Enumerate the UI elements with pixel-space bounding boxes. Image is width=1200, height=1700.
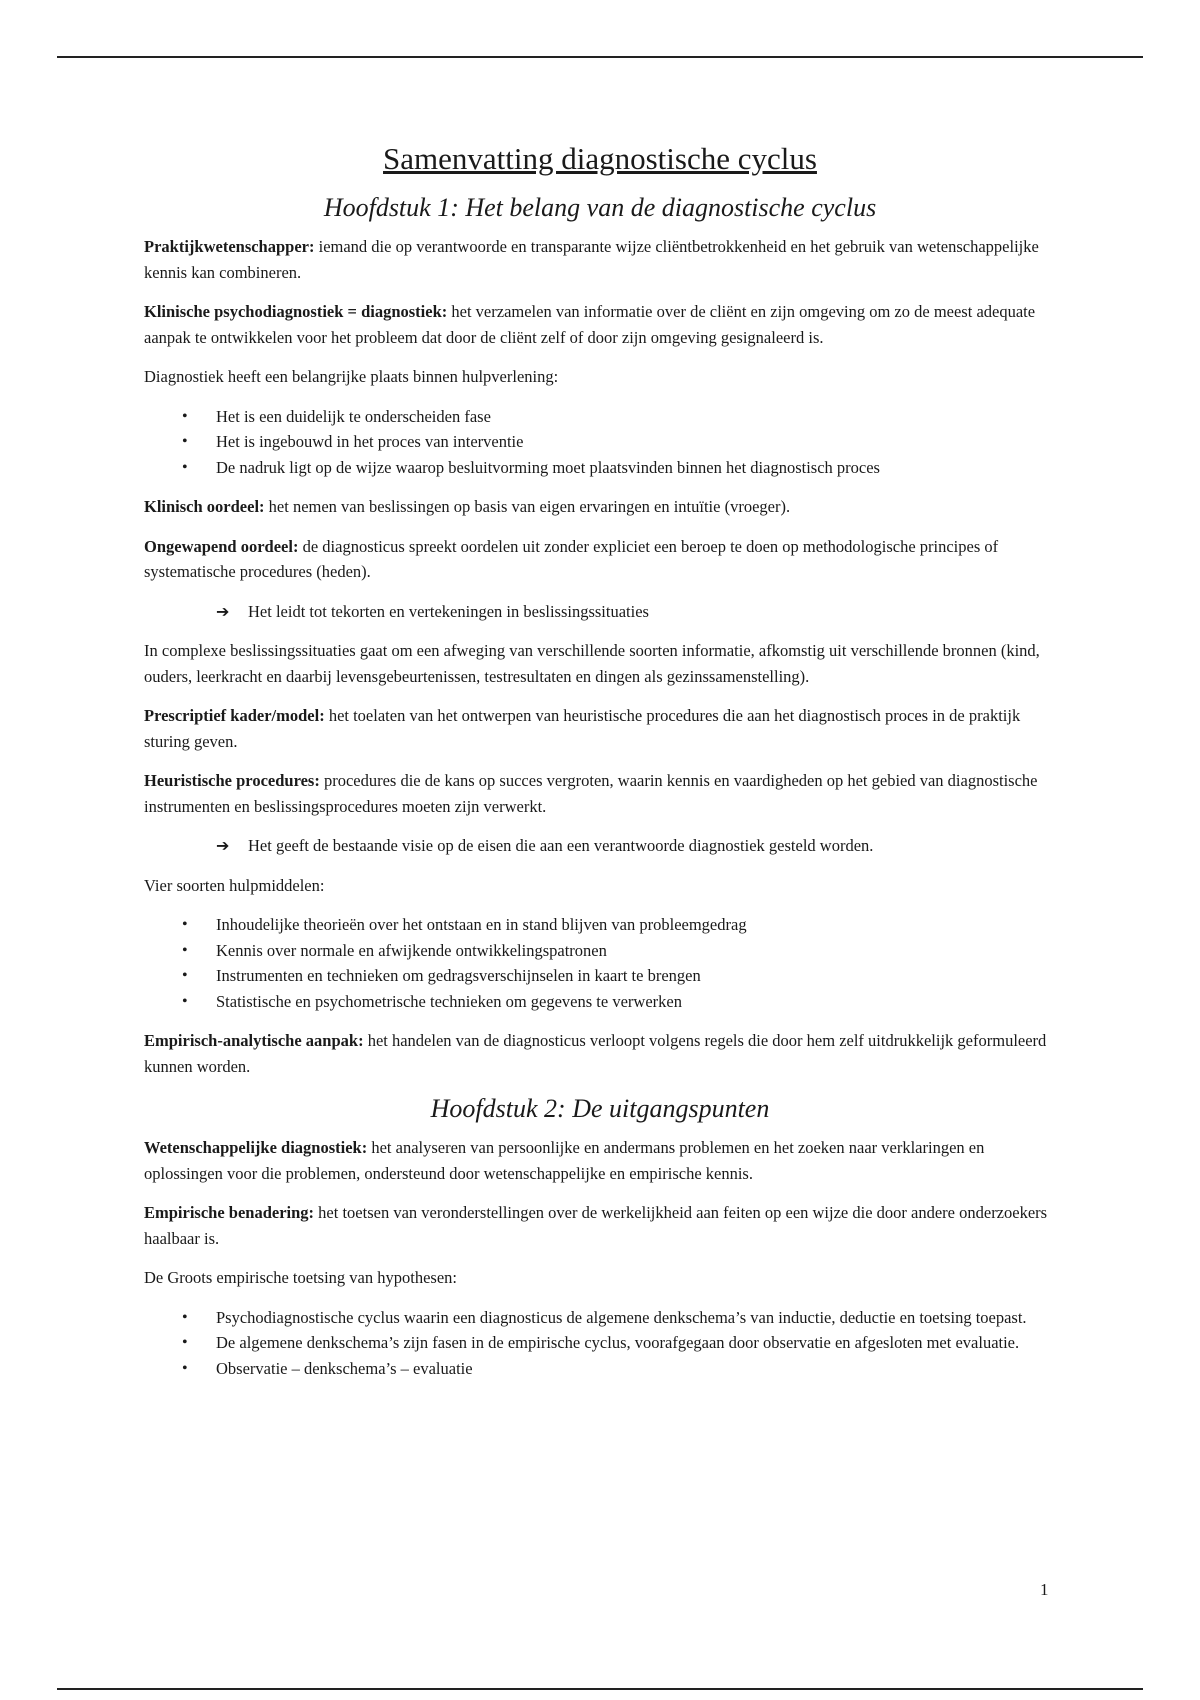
definition-wetenschappelijke-diagnostiek: [144, 1135, 1056, 1186]
bullet-list: [144, 912, 1056, 1014]
definition-ongewapend-oordeel: [144, 534, 1056, 585]
bullet-dot-icon: •: [182, 916, 188, 933]
list-item: • Instrumenten en technieken om gedragsverschijnselen in kaart te brengen: [216, 963, 1056, 989]
chapter-2-heading: Hoofdstuk 2: De uitgangspunten: [430, 1094, 770, 1123]
definition-text: het toelaten van het ontwerpen van heuristische procedures die aan het diagnostisch proces in de praktijk sturing geven.: [144, 706, 1021, 751]
definition-text: het toetsen van veronderstellingen over de werkelijkheid aan feiten op een wijze die door andere onderzoekers haalbaar is.: [144, 1203, 1048, 1248]
bullet-dot-icon: •: [182, 433, 188, 450]
list-item: • Kennis over normale en afwijkende ontwikkelingspatronen: [216, 938, 1056, 964]
definition-text: het verzamelen van informatie over de cliënt en zijn omgeving om zo de meest adequate aanpak te ontwikkelen voor het probleem dat door de cliënt zelf of door zijn omgeving gesignaleerd is.: [144, 302, 1036, 347]
list-item: • Psychodiagnostische cyclus waarin een diagnosticus de algemene denkschema’s van inductie, deductie en toetsing toepast.: [216, 1305, 1056, 1331]
arrow-note: ➔ Het leidt tot tekorten en vertekeningen in beslissingssituaties: [216, 599, 1056, 625]
definition-empirische-benadering: [144, 1200, 1056, 1251]
bullet-list: [144, 404, 1056, 481]
list-item: • Het is een duidelijk te onderscheiden fase: [216, 404, 1056, 430]
chapter-1-heading: Hoofdstuk 1: Het belang van de diagnostische cyclus: [323, 193, 877, 222]
term: Ongewapend oordeel:: [144, 536, 299, 556]
definition-text: procedures die de kans op succes vergroten, waarin kennis en vaardigheden op het gebied van diagnostische instrumenten en beslissingsprocedures moeten zijn verwerkt.: [144, 771, 1038, 816]
bullet-dot-icon: •: [182, 941, 188, 959]
definition-praktijkwetenschapper: [144, 234, 1056, 285]
list-item: • Inhoudelijke theorieën over het ontstaan en in stand blijven van probleemgedrag: [216, 912, 1056, 938]
bullet-dot-icon: •: [182, 1308, 188, 1326]
paragraph: Diagnostiek heeft een belangrijke plaats binnen hulpverlening:: [144, 367, 559, 386]
list-item: • Observatie – denkschema’s – evaluatie: [216, 1356, 1056, 1382]
bullet-dot-icon: •: [182, 1359, 188, 1377]
definition-text: het nemen van beslissingen op basis van eigen ervaringen en intuïtie (vroeger).: [264, 497, 791, 516]
list-item: • De nadruk ligt op de wijze waarop besluitvorming moet plaatsvinden binnen het diagnostisch proces: [216, 455, 1056, 481]
term: Wetenschappelijke diagnostiek:: [144, 1138, 368, 1157]
definition-klinische-psychodiagnostiek: [144, 299, 1056, 350]
document-title: Samenvatting diagnostische cyclus: [383, 141, 817, 176]
definition-text: het analyseren van persoonlijke en andermans problemen en het zoeken naar verklaringen en oplossingen voor die problemen, ondersteund door wetenschappelijke en empirische kennis.: [144, 1138, 985, 1183]
list-item: • Het is ingebouwd in het proces van interventie: [216, 429, 1056, 455]
term: Praktijkwetenschapper:: [144, 237, 315, 256]
paragraph: In complexe beslissingssituaties gaat om een afweging van verschillende soorten informatie, afkomstig uit verschillende bronnen (kind, ouders, leerkracht en daarbij levensgebeurtenissen, testresultaten en dingen als gezinssamenstelling).: [144, 641, 1040, 686]
term: Klinische psychodiagnostiek = diagnostiek:: [144, 302, 448, 321]
document-page: [144, 140, 1056, 1395]
term: Empirisch-analytische aanpak:: [144, 1031, 364, 1050]
paragraph: Vier soorten hulpmiddelen:: [144, 875, 325, 895]
bullet-dot-icon: •: [182, 407, 188, 425]
definition-prescriptief-kader: [144, 703, 1056, 754]
definition-text: de diagnosticus spreekt oordelen uit zonder expliciet een beroep te doen op methodologische principes of systematische procedures (heden).: [144, 536, 999, 581]
definition-empirisch-analytische-aanpak: [144, 1028, 1056, 1079]
definition-heuristische-procedures: [144, 768, 1056, 819]
right-arrow-icon: ➔: [216, 601, 230, 621]
term: Empirische benadering:: [144, 1203, 315, 1222]
bullet-dot-icon: •: [182, 458, 188, 476]
definition-text: het handelen van de diagnosticus verloopt volgens regels die door hem zelf uitdrukkelijk geformuleerd kunnen worden.: [144, 1031, 1047, 1076]
term: Prescriptief kader/model:: [144, 706, 325, 725]
bullet-list: [144, 1305, 1056, 1382]
list-item: • Statistische en psychometrische technieken om gegevens te verwerken: [216, 989, 1056, 1015]
footer-rule: [57, 1688, 1143, 1690]
definition-text: iemand die op verantwoorde en transparante wijze cliëntbetrokkenheid en het gebruik van wetenschappelijke kennis kan combineren.: [144, 237, 1039, 282]
list-item: • De algemene denkschema’s zijn fasen in de empirische cyclus, voorafgegaan door observatie en afgesloten met evaluatie.: [216, 1330, 1056, 1356]
definition-klinisch-oordeel: [144, 494, 1056, 520]
bullet-dot-icon: •: [182, 992, 188, 1010]
term: Heuristische procedures:: [144, 771, 320, 790]
paragraph: De Groots empirische toetsing van hypothesen:: [144, 1268, 457, 1287]
header-rule: [57, 56, 1143, 58]
term: Klinisch oordeel:: [144, 497, 265, 516]
bullet-dot-icon: •: [182, 1334, 188, 1351]
right-arrow-icon: ➔: [216, 836, 230, 855]
page-number: 1: [1040, 1580, 1049, 1599]
arrow-note: ➔ Het geeft de bestaande visie op de eisen die aan een verantwoorde diagnostiek gesteld worden.: [216, 833, 1056, 859]
bullet-dot-icon: •: [182, 967, 188, 984]
